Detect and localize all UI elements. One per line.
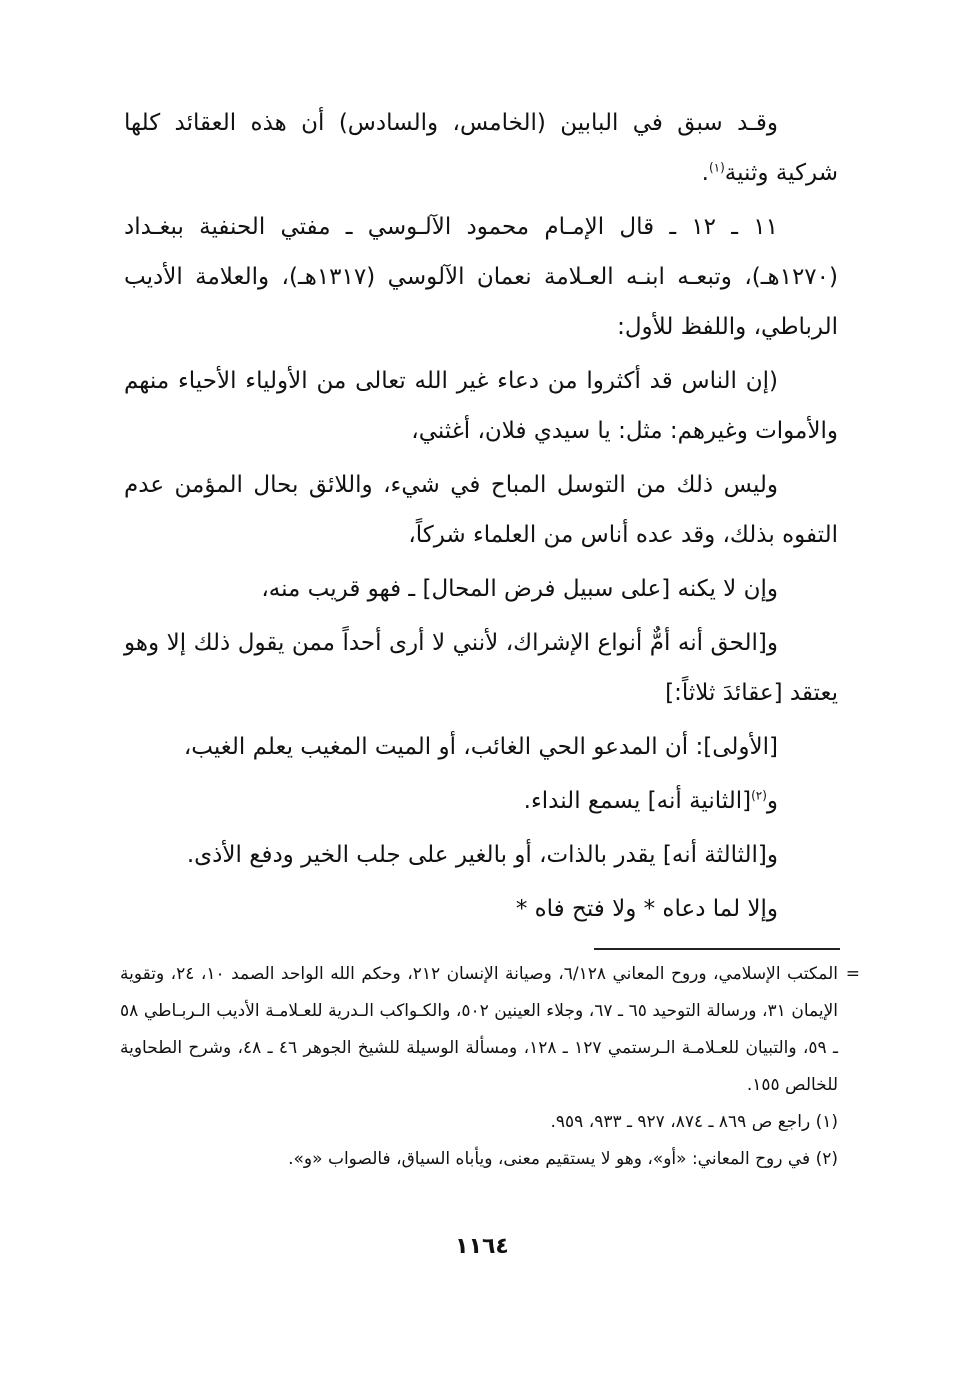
footnotes-section	[120, 956, 860, 1178]
second-belief-text: [الثانية أنه] يسمع النداء.	[523, 788, 752, 814]
footnote-2: (٢) في روح المعاني: «أو»، وهو لا يستقيم معنى، ويأباه السياق، فالصواب «و».	[288, 1149, 838, 1169]
second-belief-prefix: و	[766, 788, 778, 814]
footnote-ref-1[interactable]: (١)	[708, 160, 725, 175]
paragraph-tawassul: وليس ذلك من التوسل المباح في شيء، واللائق بحال المؤمن عدم التفوه بذلك، وقد عده أناس من العلماء شركاً،	[124, 472, 838, 548]
paragraph-intro-end: .	[701, 160, 709, 186]
continuation-marker: =	[845, 964, 860, 984]
main-text	[124, 98, 838, 934]
paragraph-quote-start: (إن الناس قد أكثروا من دعاء غير الله تعالى من الأولياء الأحياء منهم والأموات وغيرهم: مثل: يا سيدي فلان، أغثني،	[124, 368, 838, 444]
paragraph-third-belief: و[الثالثة أنه] يقدر بالذات، أو بالغير على جلب الخير ودفع الأذى.	[186, 842, 778, 868]
paragraph-qarib: وإن لا يكنه [على سبيل فرض المحال] ـ فهو قريب منه،	[261, 576, 778, 602]
paragraph-shirk: و[الحق أنه أمٌّ أنواع الإشراك، لأنني لا أرى أحداً ممن يقول ذلك إلا وهو يعتقد [عقائدَ ثلاثاً:]	[124, 630, 838, 706]
footnote-continuation-text: المكتب الإسلامي، وروح المعاني ٦/١٢٨، وصيانة الإنسان ٢١٢، وحكم الله الواحد الصمد ١٠، ٢٤، وتقوية الإيمان ٣١، ورسالة التوحيد ٦٥ ـ ٦٧، وجلاء العينين ٥٠٢، والكـواكب الـدرية للعـلامـة الأديب الـربـاطي ٥٨ ـ ٥٩، والتبيان للعـلامـة الـرستمي ١٢٧ ـ ١٢٨، ومسألة الوسيلة للشيخ الجوهر ٤٦ ـ ٤٨، وشرح الطحاوية للخالص ١٥٥.	[120, 964, 838, 1095]
paragraph-intro-text: وقـد سبق في البابين (الخامس، والسادس) أن هذه العقائد كلها شركية وثنية	[124, 110, 838, 186]
paragraph-intro	[124, 98, 838, 198]
paragraph-second-belief	[124, 776, 838, 826]
footnote-ref-2[interactable]: (٢)	[751, 788, 767, 803]
paragraph-verse: وإلا لما دعاه * ولا فتح فاه *	[515, 896, 778, 922]
footnote-1: (١) راجع ص ٨٦٩ ـ ٨٧٤، ٩٢٧ ـ ٩٣٣، ٩٥٩.	[550, 1112, 838, 1132]
paragraph-first-belief: [الأولى]: أن المدعو الحي الغائب، أو الميت المغيب يعلم الغيب،	[183, 734, 778, 760]
paragraph-alusi: ١١ ـ ١٢ ـ قال الإمـام محمود الآلـوسي ـ مفتي الحنفية ببغـداد (١٢٧٠هـ)، وتبعـه ابنـه العـلامة نعمان الآلوسي (١٣١٧هـ)، والعلامة الأديب الرباطي، واللفظ للأول:	[124, 214, 838, 340]
footnote-separator	[594, 948, 840, 950]
page-number: ١١٦٤	[455, 1234, 509, 1259]
footnote-continuation	[120, 956, 860, 1104]
